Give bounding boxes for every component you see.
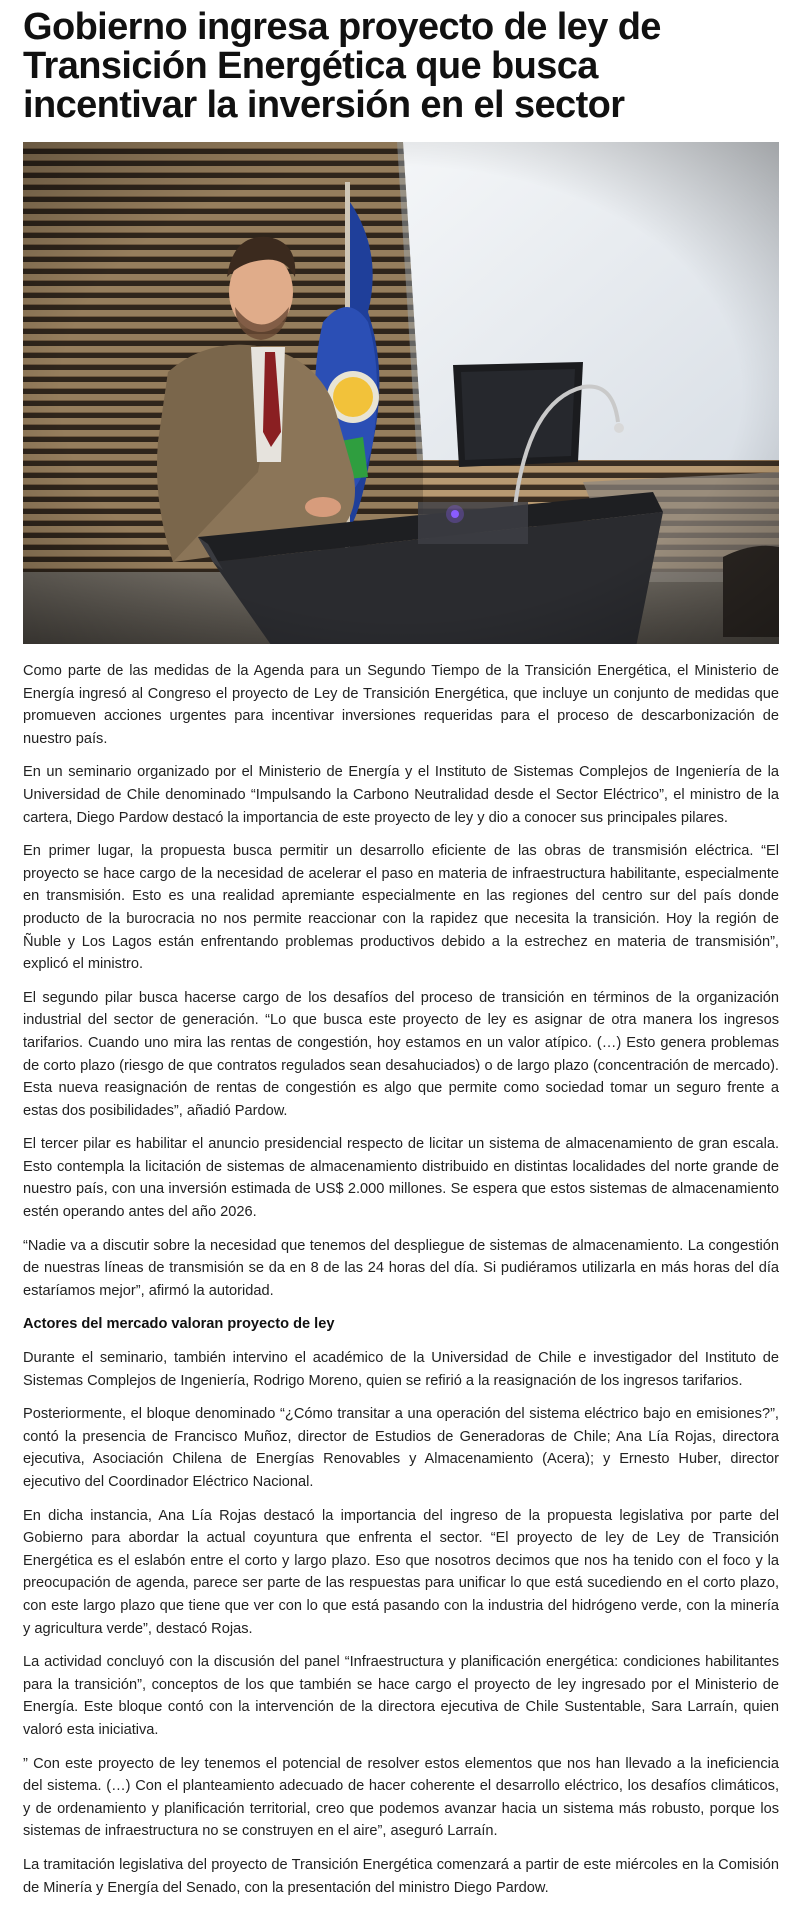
paragraph: La tramitación legislativa del proyecto de Transición Energética comenzará a partir de este miércoles en la Comisión de Minería y Energía del Senado, con la presentación del ministro Diego Pardow. [23, 1856, 779, 1896]
paragraph: En primer lugar, la propuesta busca permitir un desarrollo eficiente de las obras de transmisión eléctrica. “El proyecto se hace cargo de la necesidad de acelerar el paso en materia de infraestructura habilitante, especialmente en transmisión. Esto es una realidad apremiante especialmente en las regiones del centro sur del país donde producto de la burocracia no nos permite reaccionar con la rapidez que necesita la transición. Hoy la región de Ñuble y Los Lagos están enfrentando problemas productivos debido a la estrechez en materia de transmisión”, explicó el ministro. [23, 843, 779, 973]
section-subheading: Actores del mercado valoran proyecto de ley [23, 1316, 335, 1333]
paragraph: ” Con este proyecto de ley tenemos el potencial de resolver estos elementos que nos han llevado a la ineficiencia del sistema. (…) Con el planteamiento adecuado de hacer coherente el desarrollo eléctrico, los desafíos climáticos, y de ordenamiento y planificación territorial, creo que podemos avanzar hacia un sistema más robusto, porque los sistemas de infraestructura no se construyen en el aire”, aseguró Larraín. [23, 1755, 779, 1840]
paragraph: En un seminario organizado por el Ministerio de Energía y el Instituto de Sistemas Complejos de Ingeniería de la Universidad de Chile denominado “Impulsando la Carbono Neutralidad desde el Sector Eléctrico”, el ministro de la cartera, Diego Pardow destacó la importancia de este proyecto de ley y dio a conocer sus principales pilares. [23, 764, 779, 826]
article [23, 8, 779, 1899]
paragraph: Durante el seminario, también intervino el académico de la Universidad de Chile e investigador del Instituto de Sistemas Complejos de Ingeniería, Rodrigo Moreno, quien se refirió a la reasignación de los ingresos tarifarios. [23, 1350, 779, 1389]
paragraph: Posteriormente, el bloque denominado “¿Cómo transitar a una operación del sistema eléctrico bajo en emisiones?”, contó la presencia de Francisco Muñoz, director de Estudios de Generadoras de Chile; Ana Lía Rojas, directora ejecutiva, Asociación Chilena de Energías Renovables y Almacenamiento (Acera); y Ernesto Huber, director ejecutivo del Coordinador Eléctrico Nacional. [23, 1406, 779, 1490]
article-body [23, 660, 779, 1899]
paragraph: En dicha instancia, Ana Lía Rojas destacó la importancia del ingreso de la propuesta legislativa por parte del Gobierno para abordar la actual coyuntura que enfrenta el sector. “El proyecto de ley de Ley de Transición Energética es el eslabón entre el corto y largo plazo. Eso que nosotros decimos que nos ha tenido con el foco y la preocupación de agenda, parece ser parte de las respuestas para unificar lo que está sucediendo en el corto plazo, con este largo plazo que tiene que ver con lo que está pasando con la industria del hidrógeno verde, con la minería y agricultura verde”, destacó Rojas. [23, 1507, 779, 1637]
article-title: Gobierno ingresa proyecto de ley de Transición Energética que busca incentivar la inversión en el sector [23, 6, 661, 126]
paragraph: Como parte de las medidas de la Agenda para un Segundo Tiempo de la Transición Energética, el Ministerio de Energía ingresó al Congreso el proyecto de Ley de Transición Energética, que incluye un conjunto de medidas que promueven acciones urgentes para incentivar inversiones requeridas para el proceso de descarbonización de nuestro país. [23, 663, 779, 747]
paragraph: El tercer pilar es habilitar el anuncio presidencial respecto de licitar un sistema de almacenamiento de gran escala. Esto contempla la licitación de sistemas de almacenamiento distribuido en distintas localidades del norte grande de nuestro país, con una inversión estimada de US$ 2.000 millones. Se espera que estos sistemas de almacenamiento estén operando antes del año 2026. [23, 1136, 779, 1221]
paragraph: El segundo pilar busca hacerse cargo de los desafíos del proceso de transición en términos de la organización industrial del sector de generación. “Lo que busca este proyecto de ley es asignar de otra manera los ingresos tarifarios. Cuando uno mira las rentas de congestión, hoy estamos en un valor atípico. (…) Esto genera problemas de corto plazo (riesgo de que contratos regulados sean desahuciados) o de largo plazo (concentración de mercado). Esta nueva reasignación de rentas de congestión es algo que permite como sociedad tomar un seguro frente a estas dos posibilidades”, añadió Pardow. [23, 989, 779, 1119]
speaker-at-podium-photo-icon [23, 142, 779, 644]
article-hero-image [23, 142, 779, 644]
paragraph: La actividad concluyó con la discusión del panel “Infraestructura y planificación energética: condiciones habilitantes para la transición”, conceptos de los que también se hace cargo el proyecto de ley ingresado por el Ministerio de Energía. Este bloque contó con la intervención de la directora ejecutiva de Chile Sustentable, Sara Larraín, quien valoró esta iniciativa. [23, 1654, 779, 1738]
paragraph: “Nadie va a discutir sobre la necesidad que tenemos del despliegue de sistemas de almacenamiento. La congestión de nuestras líneas de transmisión se da en 8 de las 24 horas del día. Si pudiéramos utilizarla en más horas del día estaríamos mejor”, afirmó la autoridad. [23, 1237, 779, 1299]
